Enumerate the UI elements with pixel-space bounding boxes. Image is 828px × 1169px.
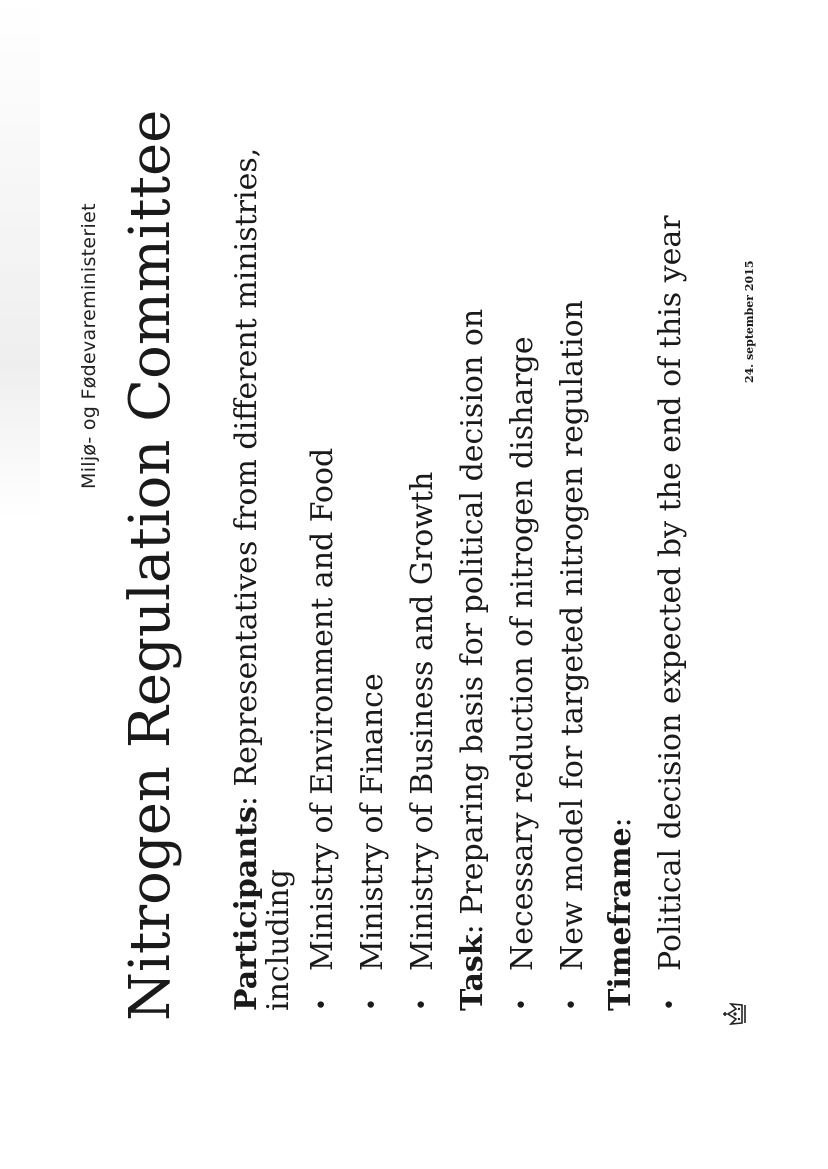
task-item: New model for targeted nitrogen regulation: [555, 300, 590, 971]
bullet-dot: •: [658, 998, 683, 1011]
participant-item: Ministry of Environment and Food: [305, 447, 340, 971]
list-item: [406, 472, 440, 1011]
bullet-dot: •: [360, 998, 385, 1011]
date-label: 24. september 2015: [743, 260, 756, 383]
timeframe-suffix: :: [603, 817, 638, 828]
timeframe-paragraph: [604, 817, 638, 1011]
bullet-dot: •: [510, 998, 535, 1011]
timeframe-item: Political decision expected by the end of this year: [653, 215, 688, 971]
scan-smudge: [0, 0, 40, 519]
list-item: [506, 336, 540, 1011]
bullet-dot: •: [560, 998, 585, 1011]
participant-item: Ministry of Business and Growth: [405, 471, 440, 971]
participants-text-cont: including: [261, 869, 296, 1011]
timeframe-label: Timeframe: [603, 827, 638, 1011]
list-item: [556, 300, 590, 1011]
list-item: [306, 448, 340, 1011]
bullet-dot: •: [310, 998, 335, 1011]
crown-icon: [720, 1001, 750, 1027]
participants-label: Participants: [229, 806, 264, 1011]
participants-text: : Representatives from different ministries,: [229, 147, 264, 807]
task-text: : Preparing basis for political decision on: [455, 308, 490, 935]
bullet-dot: •: [410, 998, 435, 1011]
task-label: Task: [455, 934, 490, 1011]
list-item: [356, 673, 390, 1011]
participants-paragraph: [230, 148, 264, 1011]
task-paragraph: [456, 309, 490, 1011]
slide-title: Nitrogen Regulation Committee: [118, 109, 183, 1021]
list-item: [654, 215, 688, 1011]
participant-item: Ministry of Finance: [355, 673, 390, 971]
ministry-name: Miljø- og Fødevareministeriet: [78, 203, 100, 489]
task-item: Necessary reduction of nitrogen disharge: [505, 336, 540, 971]
